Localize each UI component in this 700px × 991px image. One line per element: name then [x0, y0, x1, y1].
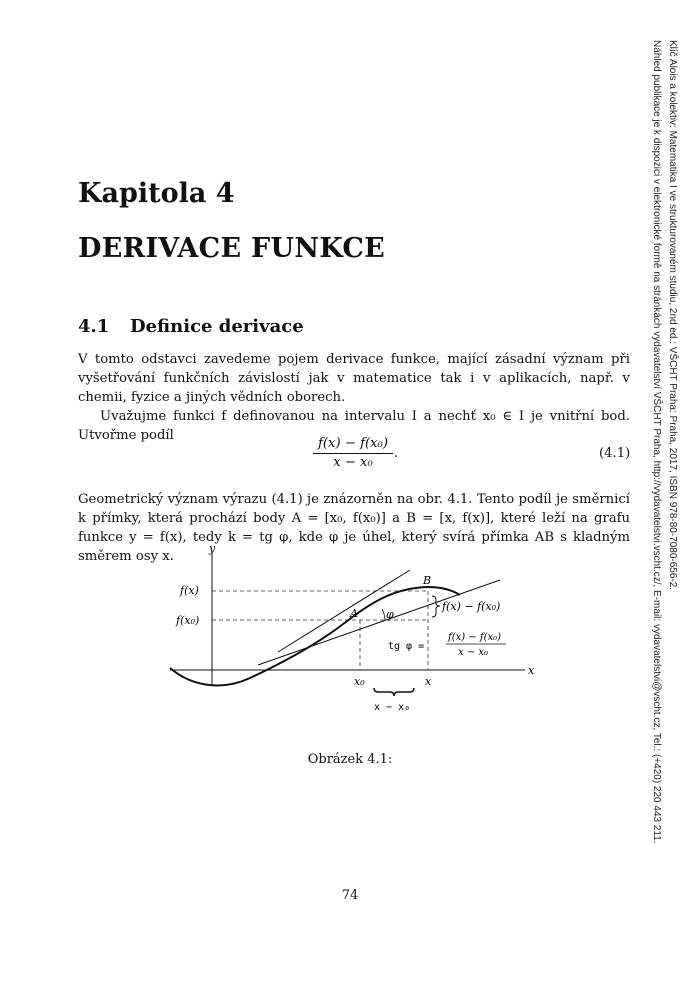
fx-label: f(x)	[180, 584, 199, 597]
equation-number: (4.1)	[599, 446, 631, 461]
point-a-label: A	[350, 607, 358, 620]
figure-derivative	[160, 540, 560, 740]
x0-tick-label: x₀	[354, 675, 365, 688]
quotient-denominator: x − x₀	[333, 455, 373, 470]
difference-quotient	[313, 436, 393, 470]
point-b-label: B	[423, 574, 432, 587]
section-title: Definice derivace	[130, 316, 304, 337]
quotient-numerator: f(x) − f(x₀)	[313, 436, 393, 454]
tg-numerator: f(x) − f(x₀)	[448, 632, 502, 643]
equation-period: .	[394, 446, 399, 461]
sidebar-notice	[640, 40, 680, 930]
paragraph-function: Uvažujme funkci f definovanou na intervalu I a nechť x₀ ∈ I je vnitřní bod. Utvořme podíl	[78, 409, 630, 443]
dx-label: x − x₀	[374, 702, 411, 713]
tg-label: tg φ =	[388, 641, 425, 652]
function-curve	[170, 587, 460, 685]
section-heading	[78, 316, 304, 337]
x-axis-label: x	[528, 664, 535, 677]
sidebar-publisher-info: Náhled publikace je k dispozici v elektronické formě na stránkách vydavatelství VŠCHT Praha, http://vydavatelstvi.vscht.cz/, E-mail: vydavatelstvi@vscht.cz, Tel.: (+420) 220 443 211.	[651, 40, 662, 844]
chapter-title: DERIVACE FUNKCE	[78, 233, 386, 264]
tg-denominator: x − x₀	[458, 647, 489, 658]
sidebar-citation: Klíč Alois a kolektiv: Matematika I ve strukturovaném studiu, 2nd ed.: VŠCHT Praha: Praha, 2017, ISBN 978-80-7080-656-2.	[667, 40, 678, 591]
y-axis-label: y	[209, 542, 216, 555]
paragraph-geometry: Geometrický význam výrazu (4.1) je znázorněn na obr. 4.1. Tento podíl je směrnicí k přímky, která prochází body A = [x₀, f(x₀)] a B = [x, f(x)], které leží na grafu funkce y = f(x), tedy k = tg φ, kde φ je úhel, který svírá přímka AB s kladným směrem osy x.	[78, 492, 630, 564]
angle-arc	[382, 609, 385, 620]
x-tick-label: x	[425, 675, 432, 688]
paragraph-intro: V tomto odstavci zavedeme pojem derivace funkce, mající zásadní význam při vyšetřování funkčních závislostí jak v matematice tak i v aplikacích, např. v chemii, fyzice a jiných vědních oborech.	[78, 352, 630, 405]
difference-label: f(x) − f(x₀)	[442, 600, 501, 613]
chapter-label: Kapitola 4	[78, 178, 235, 209]
sidebar-rotated-text	[648, 40, 680, 930]
phi-label: φ	[386, 608, 394, 621]
figure-caption: Obrázek 4.1:	[307, 752, 393, 767]
horizontal-brace	[374, 688, 414, 696]
page-number: 74	[341, 888, 359, 903]
vertical-brace	[432, 596, 440, 617]
section-number: 4.1	[78, 316, 110, 337]
fx0-label: f(x₀)	[176, 614, 200, 627]
